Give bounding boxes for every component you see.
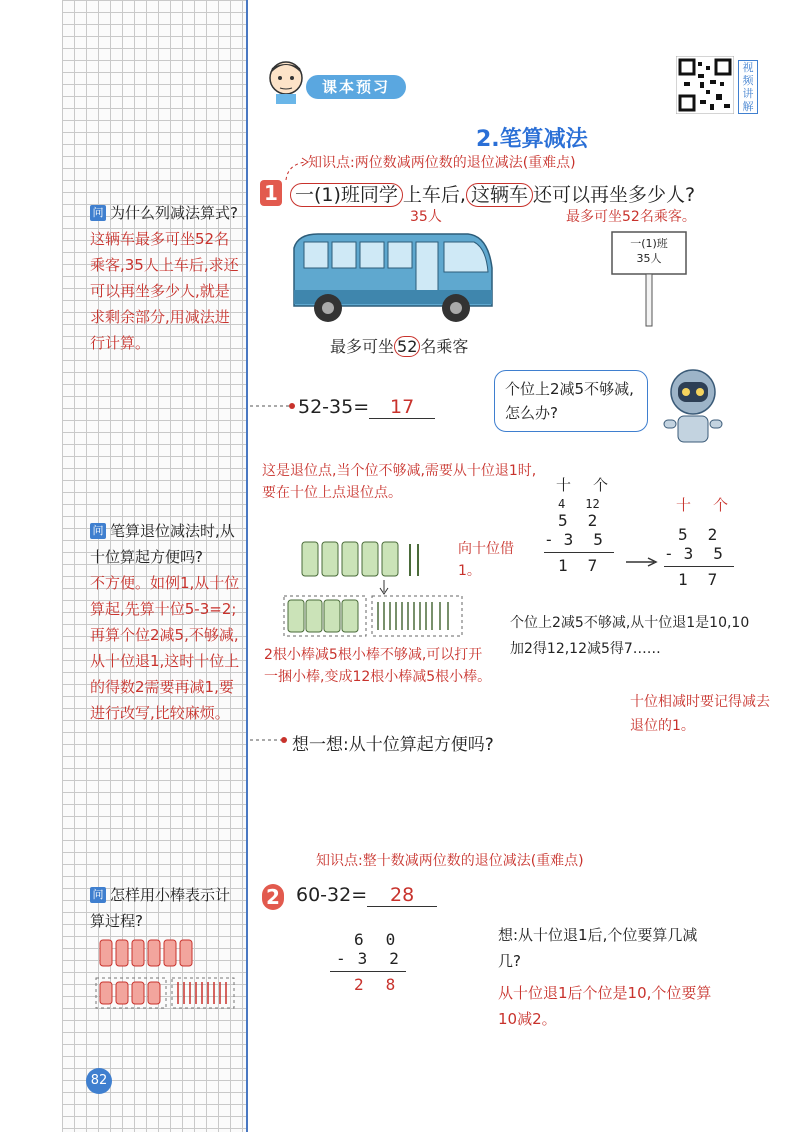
tens-label: 十 [556,476,572,494]
digit: 2 [707,525,718,544]
digit: 7 [707,570,718,589]
digit: 5 [558,511,568,530]
calc-row-2 [544,530,624,549]
sticks-note: 2根小棒减5根小棒不够减,可以打开一捆小棒,变成12根小棒减5根小棒。 [264,647,492,685]
calc-result [330,975,420,994]
note-question: 怎样用小棒表示计算过程? [90,886,231,930]
answer-blank: 28 [367,884,437,907]
caption-part: 名乘客 [420,337,469,356]
digit: 2 [354,975,364,994]
margin-line [246,0,248,1132]
sign-line-1: 一(1)班 [630,237,668,250]
minus-sign: - [664,544,674,563]
remember-note: 十位相减时要记得减去退位的1。 [630,694,770,734]
digit: 5 [678,525,688,544]
example-badge: 1 [260,180,282,206]
margin-sticks-illustration [92,936,242,1012]
ones-label: 个 [713,496,729,514]
digit: 5 [593,530,603,549]
minus-sign: - [544,530,554,549]
think-prompt: 想一想:从十位算起方便吗? [292,735,494,755]
example1-question [290,180,695,207]
vertical-calc-3 [330,926,420,994]
calc-row-1 [330,930,420,949]
digit: 3 [683,544,694,563]
dotted-link [248,398,296,412]
note-capacity: 最多可坐52名乘客。 [566,209,696,225]
question-part: 还可以再坐多少人? [532,184,696,206]
qr-label: 视频讲解 [738,60,758,114]
bus-illustration [288,228,498,328]
digit: 1 [558,556,568,575]
calc-row-1 [544,511,624,530]
note-question: 为什么列减法算式? [110,204,238,222]
circled-class: 一(1)班同学 [290,183,403,207]
bus-caption [330,334,468,357]
digit: 6 [354,930,364,949]
answer-note-2: 从十位退1后个位是10,个位要算10减2。 [498,984,712,1028]
borrow-tens: 4 [558,497,566,511]
note-35-people: 35人 [410,209,442,225]
calc-line [664,566,734,567]
digit: 2 [389,949,399,968]
robot-icon [660,366,726,446]
tens-label: 十 [676,496,692,514]
column-labels [544,474,624,495]
question-badge: 问 [90,523,106,539]
margin-note-3 [90,882,240,934]
digit: 8 [385,975,396,994]
calc-result [664,570,744,589]
circled-bus: 这辆车 [466,183,533,207]
example-number-2 [262,884,284,910]
minus-sign: - [336,949,346,968]
qr-code-icon[interactable] [676,56,734,114]
note-answer: 这辆车最多可坐52名乘客,35人上车后,求还可以再坐多少人,就是求剩余部分,用减法进行计算。 [90,230,239,352]
calc-row-2 [330,949,420,968]
note-answer: 不方便。如例1,从十位算起,先算十位5-3=2;再算个位2减5,不够减,从十位退1,这时十位上的得数2需要再减1,要进行改写,比较麻烦。 [90,574,240,722]
calc-arrow [622,478,662,578]
ones-label: 个 [593,476,609,494]
margin-note-2 [90,518,240,726]
example-number-1 [260,180,282,206]
margin-note-1 [90,200,240,356]
equation-text: 60-32= [296,884,368,906]
knowledge-point-2: 知识点:整十数减两位数的退位减法(重难点) [316,853,584,869]
example-badge: 2 [262,884,284,910]
digit: 0 [385,930,396,949]
borrow-ones: 12 [585,497,600,511]
calc-row-2 [664,544,744,563]
question-part: 上车后, [402,184,466,206]
borrow-note: 向十位借1。 [458,541,514,579]
digit: 1 [678,570,688,589]
column-labels [664,494,744,515]
equation-text: 52-35= [298,396,370,418]
calc-row-1 [664,525,744,544]
student-avatar [262,56,310,104]
robot-speech-bubble: 个位上2减5不够减,怎么办? [494,370,648,432]
page-number: 82 [86,1068,112,1094]
think-note-2: 想:从十位退1后,个位要算几减几? [498,926,698,970]
calc-line [544,552,614,553]
digit: 2 [587,511,598,530]
digit: 7 [587,556,598,575]
digit: 3 [357,949,368,968]
borrow-digits [544,497,624,511]
knowledge-point-1: 知识点:两位数减两位数的退位减法(重难点) [308,155,576,171]
vertical-calc-2 [664,494,744,589]
sign-line-2: 35人 [636,252,662,265]
page-title: 2.笔算减法 [476,127,588,152]
answer-blank: 17 [369,396,435,419]
section-label: 课本预习 [306,75,406,99]
vertical-calc-1 [544,474,624,575]
sign-text [614,236,684,266]
question-badge: 问 [90,205,106,221]
explain-text: 个位上2减5不够减,从十位退1是10,10加2得12,12减5得7…… [510,615,750,657]
question-badge: 问 [90,887,106,903]
equation-1 [298,396,435,419]
digit: 5 [713,544,723,563]
note-question: 笔算退位减法时,从十位算起方便吗? [90,522,235,566]
circled-52: 52 [394,336,420,357]
calc-result [544,556,624,575]
dotted-link [248,732,288,746]
caption-part: 最多可坐 [330,337,395,356]
retreat-point-note: 这是退位点,当个位不够减,需要从十位退1时,要在十位上点退位点。 [262,463,537,501]
sticks-illustration [280,536,470,640]
calc-line [330,971,406,972]
equation-2 [296,884,437,907]
digit: 3 [563,530,574,549]
